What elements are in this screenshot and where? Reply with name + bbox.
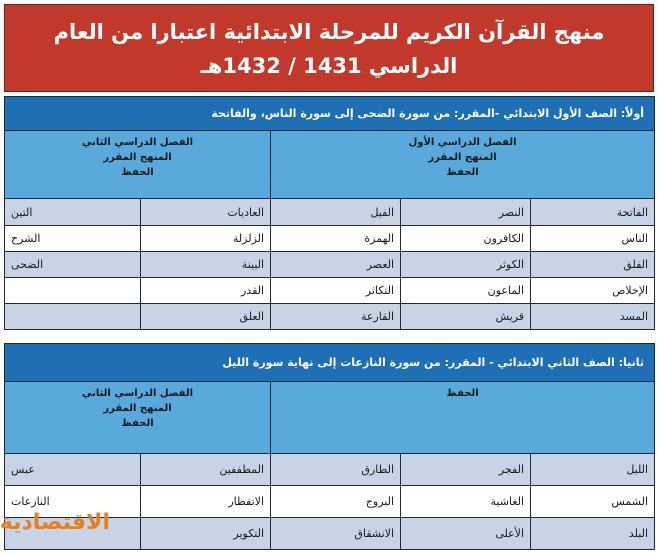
grade1-heading: أولاً: الصف الأول الابتدائي -المقرر: من سورة الضحى إلى سورة الناس، والفاتحة (5, 97, 655, 131)
surah-cell: المطففين (141, 454, 271, 486)
table-row (5, 304, 655, 330)
grade1-term2-label: الفصل الدراسي الثاني (81, 137, 194, 148)
surah-cell: العلق (141, 304, 271, 330)
grade1-term1-label: الفصل الدراسي الأول (408, 137, 517, 148)
grade2-term2-curriculum: المنهج المقرر (103, 403, 172, 414)
grade1-table (4, 96, 655, 330)
surah-cell: الشرح (5, 226, 141, 252)
table-row (5, 199, 655, 226)
document-frame (0, 4, 654, 550)
surah-cell: التكوير (141, 518, 271, 550)
grade1-term2-memorization: الحفظ (121, 167, 154, 178)
surah-cell: المسد (531, 304, 655, 330)
surah-cell: الشمس (531, 486, 655, 518)
surah-cell: الغاشية (401, 486, 531, 518)
surah-cell: الانفطار (141, 486, 271, 518)
surah-cell: القدر (141, 278, 271, 304)
surah-cell: قريش (401, 304, 531, 330)
grade2-term2-label: الفصل الدراسي الثاني (81, 388, 194, 399)
surah-cell: العصر (271, 252, 401, 278)
surah-cell: الفاتحة (531, 199, 655, 226)
grade1-term1-memorization: الحفظ (446, 167, 479, 178)
surah-cell: النازعات (5, 486, 141, 518)
surah-cell: الزلزلة (141, 226, 271, 252)
surah-cell: النصر (401, 199, 531, 226)
surah-cell (5, 304, 141, 330)
table-row (5, 278, 655, 304)
grade1-term1-header (271, 131, 655, 199)
grade1-term2-header (5, 131, 271, 199)
surah-cell: البينة (141, 252, 271, 278)
table-row (5, 226, 655, 252)
surah-cell: الضحى (5, 252, 141, 278)
surah-cell: الإخلاص (531, 278, 655, 304)
surah-cell: الأعلى (401, 518, 531, 550)
surah-cell (5, 278, 141, 304)
surah-cell: البلد (531, 518, 655, 550)
grade2-term2-memorization: الحفظ (121, 418, 154, 429)
grade1-term2-curriculum: المنهج المقرر (103, 152, 172, 163)
grade2-term1-header (271, 382, 655, 454)
surah-cell: الكوثر (401, 252, 531, 278)
surah-cell: الفجر (401, 454, 531, 486)
surah-cell: البروج (271, 486, 401, 518)
title-line-1: منهج القرآن الكريم للمرحلة الابتدائية اعتبارا من العام (53, 20, 605, 44)
grade2-term1-memorization: الحفظ (446, 388, 479, 399)
grade1-term1-curriculum: المنهج المقرر (428, 152, 497, 163)
table-row (5, 252, 655, 278)
surah-cell: التين (5, 199, 141, 226)
surah-cell: العاديات (141, 199, 271, 226)
surah-cell: الفلق (531, 252, 655, 278)
title-line-2: الدراسي 1431 / 1432هـ (200, 54, 458, 78)
surah-cell: عبس (5, 454, 141, 486)
grade2-heading: ثانيا: الصف الثاني الابتدائي - المقرر: من سورة النازعات إلى نهاية سورة الليل (5, 344, 655, 382)
surah-cell: الناس (531, 226, 655, 252)
surah-cell: التكاثر (271, 278, 401, 304)
surah-cell: الليل (531, 454, 655, 486)
surah-cell: الهمزة (271, 226, 401, 252)
surah-cell: القارعة (271, 304, 401, 330)
surah-cell: الفيل (271, 199, 401, 226)
surah-cell: الماعون (401, 278, 531, 304)
surah-cell: الطارق (271, 454, 401, 486)
title-banner (4, 4, 654, 92)
table-row (5, 454, 655, 486)
grade2-term2-header (5, 382, 271, 454)
surah-cell: الانشقاق (271, 518, 401, 550)
surah-cell: الكافرون (401, 226, 531, 252)
publisher-logo: الاقتصادية (0, 510, 110, 535)
